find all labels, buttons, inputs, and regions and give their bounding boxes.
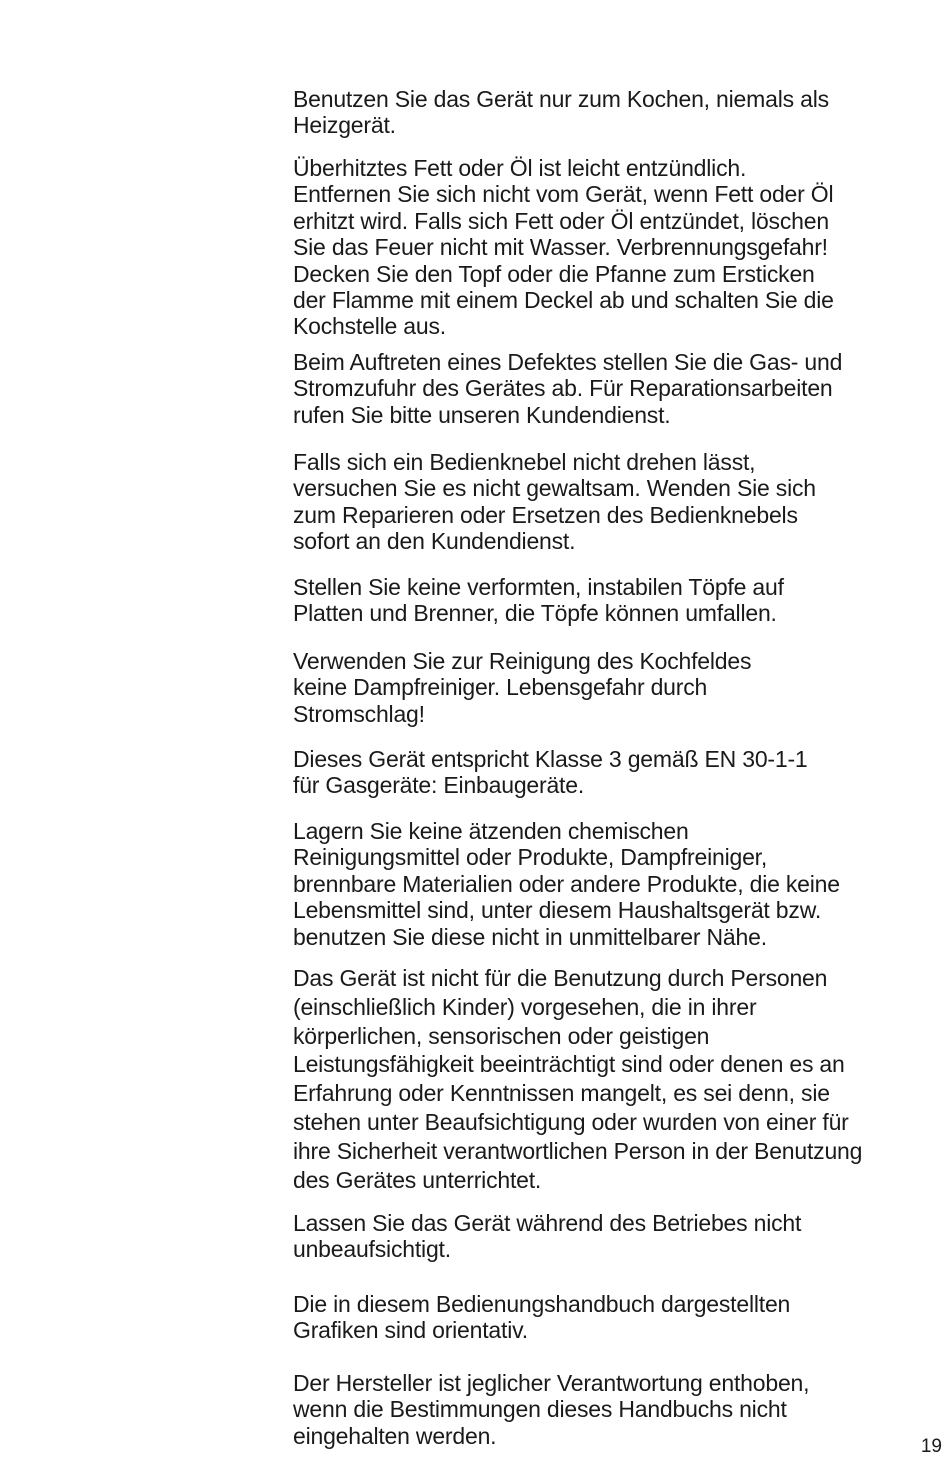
paragraph-defect-handling: Beim Auftreten eines Defektes stellen Sie die Gas- und Stromzufuhr des Gerätes ab. Für Reparationsarbeiten rufen Sie bitte unseren Kundendienst. <box>293 349 843 428</box>
paragraph-hot-fat-warning: Überhitztes Fett oder Öl ist leicht entzündlich. Entfernen Sie sich nicht vom Gerät, wenn Fett oder Öl erhitzt wird. Falls sich Fett oder Öl entzündet, löschen Sie das Feuer nicht mit Wasser. Verbrennungsgefahr! Decken Sie den Topf oder die Pfanne zum Ersticken der Flamme mit einem Deckel ab und schalten Sie die Kochstelle aus. <box>293 155 834 340</box>
paragraph-control-knob: Falls sich ein Bedienknebel nicht drehen lässt, versuchen Sie es nicht gewaltsam. Wenden Sie sich zum Reparieren oder Ersetzen des Bedienknebels sofort an den Kundendienst. <box>293 449 816 555</box>
paragraph-restricted-persons: Das Gerät ist nicht für die Benutzung durch Personen (einschließlich Kinder) vorgesehen, die in ihrer körperlichen, sensorischen oder geistigen Leistungsfähigkeit beeinträchtigt sind oder denen es an Erfahrung oder Kenntnissen mangelt, es sei denn, sie stehen unter Beaufsichtigung oder wurden von einer für ihre Sicherheit verantwortlichen Person in der Benutzung des Gerätes unterrichtet. <box>293 965 863 1193</box>
paragraph-cooking-only: Benutzen Sie das Gerät nur zum Kochen, niemals als Heizgerät. <box>293 86 829 139</box>
paragraph-graphics-orientative: Die in diesem Bedienungshandbuch dargestellten Grafiken sind orientativ. <box>293 1291 791 1344</box>
paragraph-unstable-pots: Stellen Sie keine verformten, instabilen Töpfe auf Platten und Brenner, die Töpfe können umfallen. <box>293 574 784 627</box>
paragraph-gas-class: Dieses Gerät entspricht Klasse 3 gemäß EN 30-1-1 für Gasgeräte: Einbaugeräte. <box>293 746 808 799</box>
paragraph-storage-chemicals: Lagern Sie keine ätzenden chemischen Reinigungsmittel oder Produkte, Dampfreiniger, brennbare Materialien oder andere Produkte, die keine Lebensmittel sind, unter diesem Haushaltsgerät bzw. benutzen Sie diese nicht in unmittelbarer Nähe. <box>293 818 840 950</box>
page-number: 19 <box>920 1436 942 1457</box>
paragraph-steam-cleaner: Verwenden Sie zur Reinigung des Kochfeldes keine Dampfreiniger. Lebensgefahr durch Stromschlag! <box>293 648 752 727</box>
paragraph-liability: Der Hersteller ist jeglicher Verantwortung enthoben, wenn die Bestimmungen dieses Handbuchs nicht eingehalten werden. <box>293 1370 810 1449</box>
paragraph-supervision: Lassen Sie das Gerät während des Betriebes nicht unbeaufsichtigt. <box>293 1210 802 1263</box>
